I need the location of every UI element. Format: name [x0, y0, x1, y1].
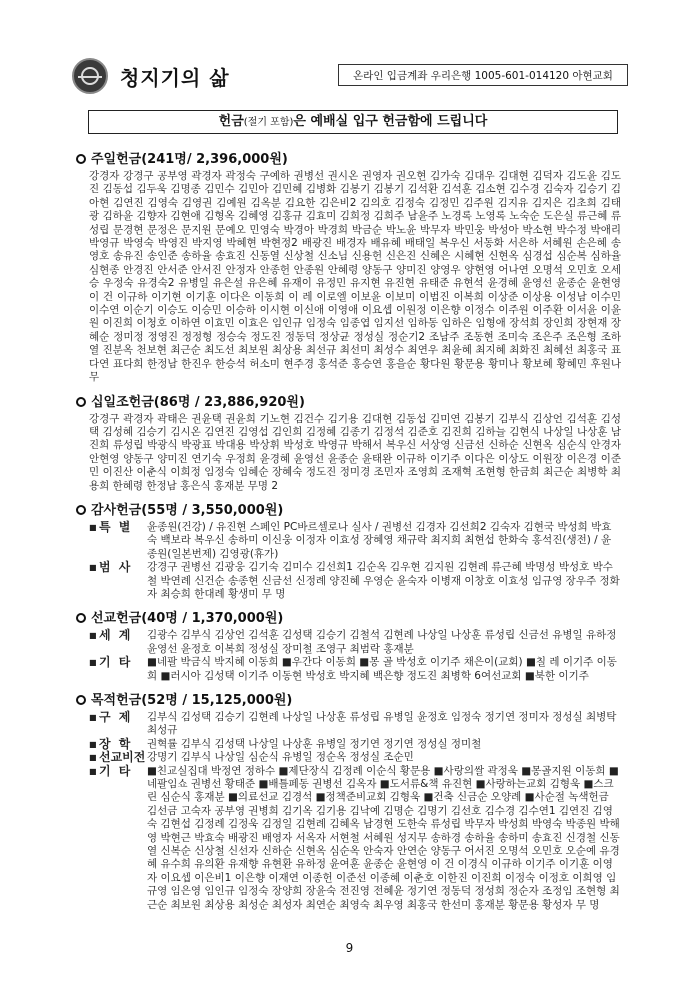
notice-suffix: 은 예배실 입구 헌금함에 드립니다: [293, 114, 488, 129]
circle-bullet-icon: [76, 613, 86, 623]
sunday-offering-title: 주일헌금(241명/ 2,396,000원): [76, 148, 621, 167]
tithe-offering-title: 십일조헌금(86명 / 23,886,920원): [76, 391, 621, 410]
purpose-other-row: [89, 765, 621, 912]
purpose-scholarship-row: [89, 738, 621, 751]
circle-bullet-icon: [76, 397, 86, 407]
square-bullet-icon: ■: [89, 631, 97, 641]
thanks-offering-title: 감사헌금(55명 / 3,550,000원): [76, 499, 621, 518]
row-label: 특 별: [99, 519, 133, 534]
purpose-relief-row: [89, 711, 621, 738]
square-bullet-icon: ■: [89, 713, 97, 722]
square-bullet-icon: ■: [89, 658, 97, 668]
row-label: 범 사: [99, 560, 133, 575]
row-names: 윤종원(건강) / 유진현 스페인 PC바르셀로나 실사 / 권병선 김경자 김선희2 김숙자 김현국 박성희 박효숙 백보라 복우신 송하미 이신웅 이정자 이효성 장혜영 채규락 최지희 최현섭 한화숙 홍석진(생전) / 윤종원(일본번제) 김영광(휴가): [147, 520, 612, 560]
tithe-offering-names: 강경구 곽경자 곽태은 권윤택 권윤희 기노현 김건수 김기용 김대현 김동섭 김미연 김봉기 김부식 김상언 김석훈 김성택 김성혜 김승기 김시온 김연진 김영섭 김인희 김정혜 김종기 김정석 김준호 김진희 김하늘 김현식 나상일 나상훈 남진희 류성립 박광식 박광표 박대용 박상휘 박성호 박영규 박해서 복우신 서상영 신금선 신하순 신현옥 심순식 안경자 안현영 양동구 양미진 연기숙 우정희 윤경혜 윤영선 윤종순 윤태완 이규하 이기주 이다은 이상도 이원장 이은경 이준민 이진산 이춘식 이희정 임정숙 임혜순 장혜숙 정도진 정미경 조민자 조영희 조재혁 조현형 한금희 최근순 최병학 최용희 한혜령 한정남 홍은식 홍재분 무명 2: [89, 412, 621, 492]
page-header: [72, 58, 632, 94]
mission-other-row: [89, 656, 621, 683]
row-names: ■친교실집대 박정연 정하수 ■제단장식 김정례 이순식 황문용 ■사랑의쌀 곽정욱 ■몽골지원 이동희 ■네팔임쇼 권병선 황태준 ■배틀페동 권병선 김옥자 ■도서류&책 유진현 ■사랑하는교회 김형욱 ■스크린 심순식 홍재분 ■의료선교 김경석 ■정책준비교회 김형욱 ■건축 신금순 오양례 ■사순절 녹색헌금 김선금 고숙자 공부영 권병희 김기옥 김기용 김낙예 김명순 김명기 김선호 김수경 김수연1 김연진 김영숙 김현섭 김정례 김정욱 김정일 김현례 김혜옥 남경현 도한숙 류성립 박무자 박성희 박영숙 박종원 박해영 박현근 박효숙 배광진 배영자 서옥자 서현철 서혜원 성지무 송하경 송하율 송하미 송효진 신경철 신동열 신복순 신상철 신선자 신하순 신현옥 심순옥 안숙자 안연순 양동구 어서진 오명석 오민호 오순예 유경혜 유수희 유의환 유재향 유현환 유하정 윤여훈 윤종순 윤현영 이 건 이경식 이규하 이기주 이기훈 이영자 이요셉 이은비1 이은향 이재연 이종헌 이준선 이종혜 이춘호 이한진 이진희 이정숙 이정호 이희영 임규영 임은영 임인규 임정숙 장양희 장윤숙 전진영 전혜윤 정기연 정동덕 정성희 정순자 조정임 조현형 최근순 최보원 최상용 최성순 최성자 최연순 최영숙 최우영 최홍국 한선미 홍재분 황문용 황성자 무 명: [147, 764, 620, 911]
square-bullet-icon: ■: [89, 753, 97, 763]
offering-content: [76, 142, 621, 912]
row-names: 권혁률 김부식 김성택 나상일 나상훈 유병일 정기연 정기연 정성실 정미철: [147, 737, 482, 750]
row-label: 선교비전: [99, 750, 146, 765]
row-label: 기 타: [99, 655, 133, 670]
row-names: 강경구 권병선 김광웅 김기숙 김미수 김선희1 김순옥 김우현 김지원 김현례 류근혜 박명성 박성호 박수철 박연례 신건순 송종현 신금선 신정례 양진혜 우영순 윤숙자 이병재 이창호 이효성 임규영 장우주 정화자 최승희 한대례 황생미 무 명: [147, 561, 620, 600]
row-names: ■네팔 박금식 박지혜 이동희 ■우간다 이동희 ■몽 골 박성호 이기주 채은이(교회) ■칠 레 이기주 이동희 ■러시아 김성택 이기주 이동현 박성호 박지혜 백은향 정도진 최병학 6여선교회 ■북한 이기주: [147, 656, 617, 682]
mission-world-row: [89, 629, 621, 656]
row-label: 세 계: [99, 628, 133, 643]
bank-account-info: 온라인 입금계좌 우리은행 1005-601-014120 아현교회: [338, 64, 628, 86]
purpose-mission-vision-row: [89, 751, 621, 764]
square-bullet-icon: ■: [89, 766, 97, 776]
square-bullet-icon: ■: [89, 563, 97, 573]
row-names: 강명기 김부식 나상일 심순식 유병일 정순옥 정성실 조순민: [147, 751, 414, 764]
circle-bullet-icon: [76, 505, 86, 515]
square-bullet-icon: ■: [89, 739, 97, 749]
section-title: 청지기의 삶: [120, 66, 230, 90]
church-logo-icon: [72, 58, 108, 94]
square-bullet-icon: ■: [89, 522, 97, 532]
mission-offering-title: 선교헌금(40명 / 1,370,000원): [76, 607, 621, 626]
circle-bullet-icon: [76, 695, 86, 705]
notice-prefix: 헌금: [218, 114, 244, 129]
row-label: 기 타: [99, 763, 133, 778]
notice-small: (절기 포함): [243, 117, 294, 128]
thanks-special-row: [89, 521, 621, 561]
row-label: 장 학: [99, 736, 133, 751]
purpose-offering-title: 목적헌금(52명 / 15,125,000원): [76, 689, 621, 708]
page-number: 9: [345, 941, 354, 955]
row-label: 구 제: [99, 710, 133, 724]
sunday-offering-names: 강경자 강경구 공부영 곽경자 곽정숙 구예하 권병선 권시온 권영자 권오현 김가숙 김대우 김대현 김덕자 김도윤 김도진 김동섭 김두욱 김명종 김민수 김민아 김민혜 김병화 김봉기 김봉기 김석환 김석훈 김소현 김수경 김숙자 김승기 김아현 김연진 김영숙 김영권 김예원 김옥분 김요한 김은비2 김의호 김정숙 김정민 김주원 김지유 김지은 김초희 김태광 김하윤 김향자 김현애 김형옥 김혜영 김홍규 김효미 김희정 김희주 남윤주 노경록 노영록 노숙순 도은실 류근혜 류성립 문경현 문정은 문지원 문예오 민영숙 박경아 박경희 박금순 박노윤 박무자 박민웅 박성아 박소현 박수정 박애리 박영규 박영숙 박영진 박지영 박혜현 박현정2 배광진 배경자 배유혜 배태일 복우신 서동화 서은하 서혜원 손은혜 송영호 송유진 송인준 송하율 송효진 신동열 신상철 신소님 신용헌 신은진 신혜은 시혜현 신현옥 심경섭 심순복 심하율 심현종 안경진 안서준 안서진 안정자 안종헌 안종원 안혜령 양동구 양미진 양영우 양현영 어나연 오명석 오민호 오세승 우정숙 유경숙2 유병일 유은설 유은혜 유재이 유정민 유지현 유진현 유태준 유현석 윤경혜 윤영선 윤종순 윤현영 이 건 이규하 이기현 이기훈 이다은 이동희 이 레 이로엘 이보윤 이보미 이범진 이복희 이상준 이상용 이성남 이수민 이수연 이순기 이승도 이승민 이승하 이시현 이신애 이영애 이요셉 이원정 이은향 이정수 이주원 이주환 이서윤 이윤원 이진희 이청호 이하연 이효민 이효은 임인규 임정숙 임종엽 임지선 임하동 임하은 임형애 장석희 장인희 장현재 장혜순 정미정 정영진 정정형 정승숙 정도진 정동덕 정상균 정성실 정순기2 조남주 조동현 조미숙 조은주 조은형 조하열 진분옥 천보현 최근순 최도선 최보원 최상용 최선규 최선미 최성수 최연우 최윤혜 최지혜 최화진 최혜선 최홍국 표다연 표다희 한정남 한진우 한승석 허소미 현주경 홍석준 홍승연 홍을순 황다원 황문용 황미나 황보혜 황혜민 후원나무: [89, 170, 621, 384]
offering-notice: [88, 110, 618, 134]
circle-bullet-icon: [76, 154, 86, 164]
row-names: 김부식 김성택 김승기 김현례 나상일 나상훈 류성립 유병일 윤정호 임정숙 정기연 정미자 정성실 최병탁 최성규: [147, 711, 617, 737]
thanks-general-row: [89, 561, 621, 601]
row-names: 김광수 김부식 김상언 김석훈 김성택 김승기 김철석 김현례 나상일 나상훈 류성립 신금선 유병일 유하정 윤영선 윤정호 이복희 정성실 장미철 조영구 최범락 홍재분: [147, 629, 617, 655]
